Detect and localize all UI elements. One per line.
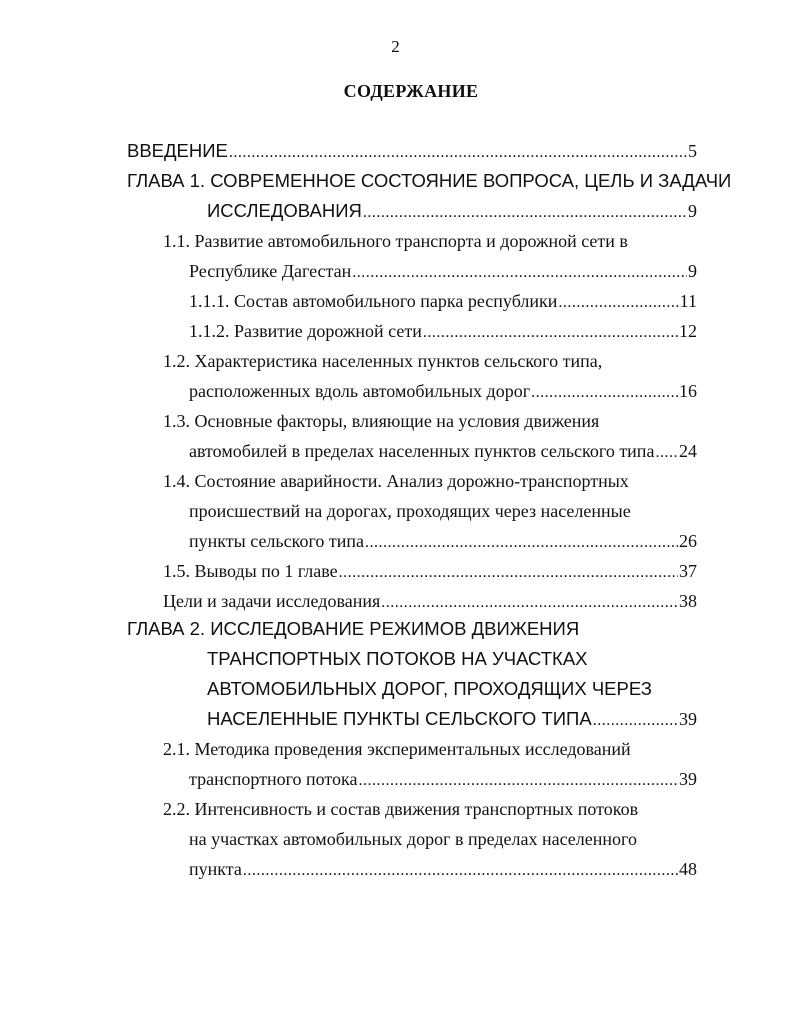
toc-entry-text: 1.1.1. Состав автомобильного парка республики [189,291,558,311]
toc-entry-section-1-1-1[interactable] [189,289,697,313]
toc-entry-section-1-2[interactable] [189,379,697,403]
toc-section-1-4-line: происшествий на дорогах, проходящих через населенные [189,501,631,521]
toc-chapter-2-line: ТРАНСПОРТНЫХ ПОТОКОВ НА УЧАСТКАХ [207,648,588,669]
toc-chapter-1-line: ГЛАВА 1. СОВРЕМЕННОЕ СОСТОЯНИЕ ВОПРОСА, ЦЕЛЬ И ЗАДАЧИ [127,170,732,191]
toc-page-number: 5 [688,141,697,161]
toc-entry-text: транспортного потока [189,769,358,789]
toc-entry-text: Республике Дагестан [189,261,352,281]
toc-page-number: 11 [679,291,697,311]
toc-chapter-2-line: АВТОМОБИЛЬНЫХ ДОРОГ, ПРОХОДЯЩИХ ЧЕРЕЗ [207,678,652,699]
dot-leader [243,859,678,883]
dot-leader [363,201,687,225]
dot-leader [531,381,678,405]
toc-page-number: 24 [679,441,697,461]
toc-entry-goals[interactable] [163,589,697,613]
dot-leader [423,321,678,345]
dot-leader [365,531,678,555]
dot-leader [352,261,687,285]
toc-page-number: 9 [688,201,697,221]
toc-entry-section-1-4[interactable] [189,529,697,553]
toc-page-number: 39 [679,769,697,789]
toc-section-1-2-line: 1.2. Характеристика населенных пунктов сельского типа, [163,351,603,371]
toc-page-number: 26 [679,531,697,551]
toc-entry-text: расположенных вдоль автомобильных дорог [189,381,531,401]
toc-section-2-2-line: на участках автомобильных дорог в пределах населенного [189,829,637,849]
toc-entry-text: 1.5. Выводы по 1 главе [163,561,338,581]
toc-section-2-2-line: 2.2. Интенсивность и состав движения транспортных потоков [163,799,639,819]
dot-leader [359,769,678,793]
toc-entry-text: Цели и задачи исследования [163,591,381,611]
toc-entry-section-1-1-2[interactable] [189,319,697,343]
page-number: 2 [391,37,400,56]
page-title: СОДЕРЖАНИЕ [343,81,479,101]
toc-chapter-2-line: ГЛАВА 2. ИССЛЕДОВАНИЕ РЕЖИМОВ ДВИЖЕНИЯ [127,618,580,639]
dot-leader [655,441,678,465]
toc-entry-text: 1.1.2. Развитие дорожной сети [189,321,422,341]
dot-leader [558,291,678,315]
toc-entry-chapter-1[interactable] [207,199,697,223]
toc-page-number: 39 [679,709,697,729]
toc-section-2-1-line: 2.1. Методика проведения экспериментальных исследований [163,739,631,759]
dot-leader [339,561,678,585]
toc-entry-section-1-3[interactable] [189,439,697,463]
toc-entry-text: ИССЛЕДОВАНИЯ [207,200,362,221]
toc-entry-section-2-1[interactable] [189,767,697,791]
toc-section-1-3-line: 1.3. Основные факторы, влияющие на условия движения [163,411,600,431]
toc-page-number: 37 [679,561,697,581]
toc-entry-chapter-2[interactable] [207,707,697,731]
toc-page-number: 38 [679,591,697,611]
toc-entry-text: ВВЕДЕНИЕ [127,140,228,161]
toc-page-number: 9 [688,261,697,281]
toc-page-number: 16 [679,381,697,401]
toc-entry-section-1-1[interactable] [189,259,697,283]
dot-leader [229,141,687,165]
toc-entry-text: пункта [189,859,242,879]
dot-leader [381,591,678,615]
toc-section-1-1-line: 1.1. Развитие автомобильного транспорта и дорожной сети в [163,231,628,251]
toc-section-1-4-line: 1.4. Состояние аварийности. Анализ дорожно-транспортных [163,471,629,491]
toc-entry-intro[interactable] [127,139,697,163]
dot-leader [593,709,678,733]
toc-entry-section-1-5[interactable] [163,559,697,583]
toc-entry-section-2-2[interactable] [189,857,697,881]
toc-entry-text: автомобилей в пределах населенных пунктов сельского типа [189,441,655,461]
toc-entry-text: НАСЕЛЕННЫЕ ПУНКТЫ СЕЛЬСКОГО ТИПА [207,708,592,729]
toc-page-number: 12 [679,321,697,341]
toc-page-number: 48 [679,859,697,879]
toc-entry-text: пункты сельского типа [189,531,364,551]
